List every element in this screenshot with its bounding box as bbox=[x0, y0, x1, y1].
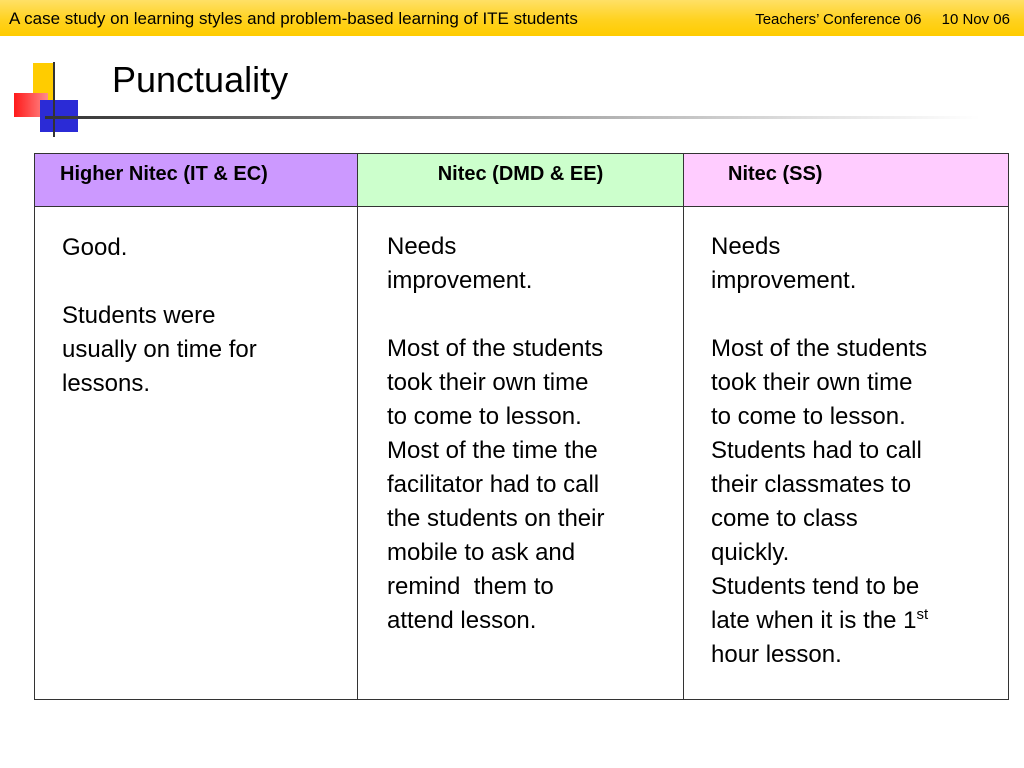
cell-line: attend lesson. bbox=[387, 607, 537, 634]
cell-line: hour lesson. bbox=[711, 641, 842, 668]
cell-line: Students had to call bbox=[711, 437, 922, 464]
cell-line: took their own time bbox=[711, 369, 913, 396]
column-header-higher-nitec: Higher Nitec (IT & EC) bbox=[35, 154, 358, 207]
cell-line: remind them to bbox=[387, 573, 554, 600]
cell-nitec-dmd-ee bbox=[358, 207, 684, 700]
cell-line: Most of the students bbox=[387, 335, 604, 362]
cell-line: to come to lesson. bbox=[711, 403, 906, 430]
presentation-title: A case study on learning styles and problem-based learning of ITE students bbox=[9, 9, 578, 28]
rating-text: Needs bbox=[387, 233, 457, 260]
cell-line: usually on time for bbox=[62, 336, 257, 363]
cell-line: to come to lesson. bbox=[387, 403, 582, 430]
header-meta bbox=[755, 11, 1010, 28]
cell-line: took their own time bbox=[387, 369, 589, 396]
conference-date: 10 Nov 06 bbox=[941, 11, 1010, 28]
cell-line-late bbox=[711, 604, 1008, 638]
cell-line: facilitator had to call bbox=[387, 471, 600, 498]
logo-vertical-line bbox=[53, 62, 55, 137]
punctuality-table bbox=[34, 153, 1009, 700]
title-underline bbox=[45, 116, 980, 119]
cell-line: the students on their bbox=[387, 505, 605, 532]
header-bar bbox=[0, 0, 1024, 36]
cell-higher-nitec bbox=[35, 207, 358, 700]
cell-nitec-ss bbox=[684, 207, 1009, 700]
cell-line: their classmates to bbox=[711, 471, 912, 498]
cell-line: Students tend to be bbox=[711, 573, 920, 600]
late-line-text: late when it is the 1 bbox=[711, 607, 917, 634]
table-body-row bbox=[35, 207, 1009, 700]
cell-line: quickly. bbox=[711, 539, 790, 566]
cell-line: Most of the students bbox=[711, 335, 928, 362]
rating-text: Needs bbox=[711, 233, 781, 260]
ordinal-suffix: st bbox=[916, 606, 929, 623]
rating-text: improvement. bbox=[711, 267, 857, 294]
cell-line: Most of the time the bbox=[387, 437, 598, 464]
rating-text: improvement. bbox=[387, 267, 533, 294]
cell-line: come to class bbox=[711, 505, 858, 532]
cell-line: Students were bbox=[62, 302, 216, 329]
conference-name: Teachers’ Conference 06 bbox=[755, 11, 922, 28]
rating-text: Good. bbox=[62, 234, 128, 261]
cell-line: lessons. bbox=[62, 370, 151, 397]
table-header-row bbox=[35, 154, 1009, 207]
slide-title: Punctuality bbox=[112, 59, 289, 100]
column-header-nitec-ss: Nitec (SS) bbox=[684, 154, 1009, 207]
column-header-nitec-dmd-ee: Nitec (DMD & EE) bbox=[358, 154, 684, 207]
cell-line: mobile to ask and bbox=[387, 539, 576, 566]
